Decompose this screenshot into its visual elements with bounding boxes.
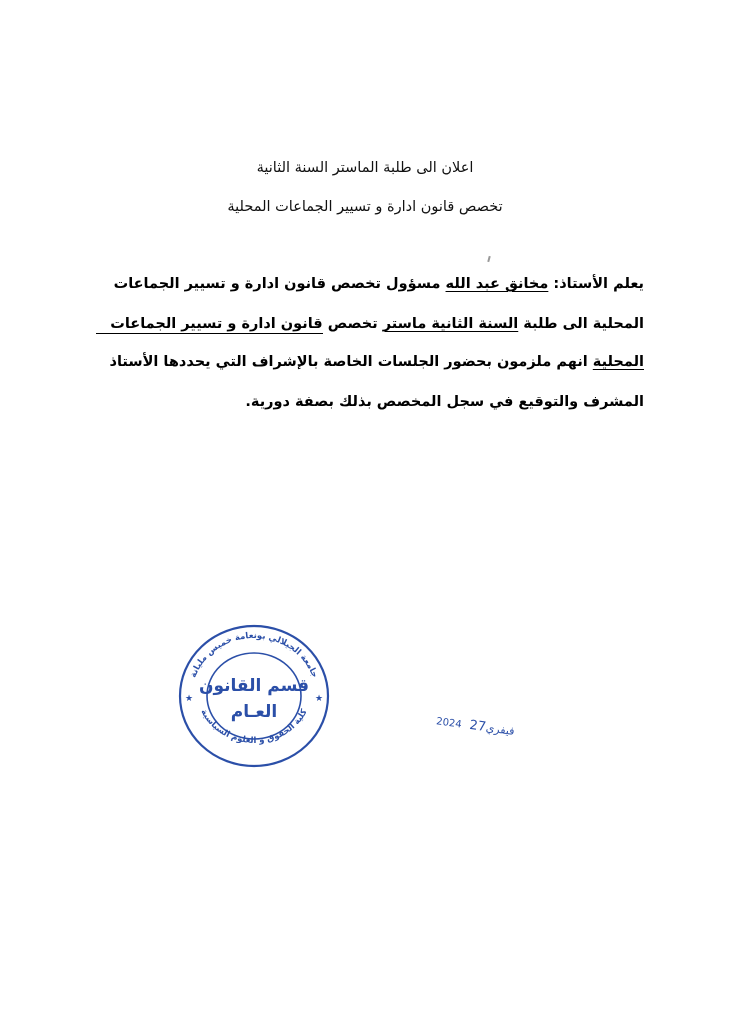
specialty-name: قانون ادارة و تسيير الجماعات <box>96 317 322 334</box>
stamp-department: قسم القانون <box>198 676 310 696</box>
date-year: 2024 <box>435 716 463 731</box>
stamp-faculty-name: كلية الحقوق و العلوم السياسية <box>198 707 310 746</box>
date-day: 27 <box>468 717 487 735</box>
year-level: السنة الثانية ماستر <box>382 316 519 332</box>
announcement-title: اعلان الى طلبة الماستر السنة الثانية <box>256 160 474 176</box>
stray-mark <box>487 256 490 262</box>
body-line-3 <box>110 354 644 370</box>
announcement-specialty: تخصص قانون ادارة و تسيير الجماعات المحلية <box>227 199 503 215</box>
body-line3-rest: انهم ملزمون بحضور الجلسات الخاصة بالإشراف التي يحددها الأستاذ <box>109 354 593 370</box>
stamp-department-type: العـام <box>230 702 278 722</box>
date-month: فيفري <box>485 721 516 739</box>
department-stamp <box>176 621 332 771</box>
professor-name: مخانق عبد الله <box>445 276 549 292</box>
date-stamp <box>435 713 521 740</box>
body-line-4: المشرف والتوقيع في سجل المخصص بذلك بصفة دورية. <box>245 394 644 410</box>
stamp-star-right-icon: ★ <box>314 694 324 704</box>
body-line1-rest: مسؤول تخصص قانون ادارة و تسيير الجماعات <box>113 276 446 292</box>
body-line2-mid: تخصص <box>322 316 383 332</box>
stamp-university-name: جامعة الجيلالي بونعامة خميس مليانة <box>188 630 320 680</box>
specialty-name-end: المحلية <box>592 354 644 370</box>
body-line1-prefix: يعلم الأستاذ: <box>548 276 644 292</box>
body-line2-prefix: المحلية الى طلبة <box>518 316 644 332</box>
stamp-star-left-icon: ★ <box>184 694 194 704</box>
body-line-2 <box>96 316 644 334</box>
body-line-1 <box>114 276 644 292</box>
